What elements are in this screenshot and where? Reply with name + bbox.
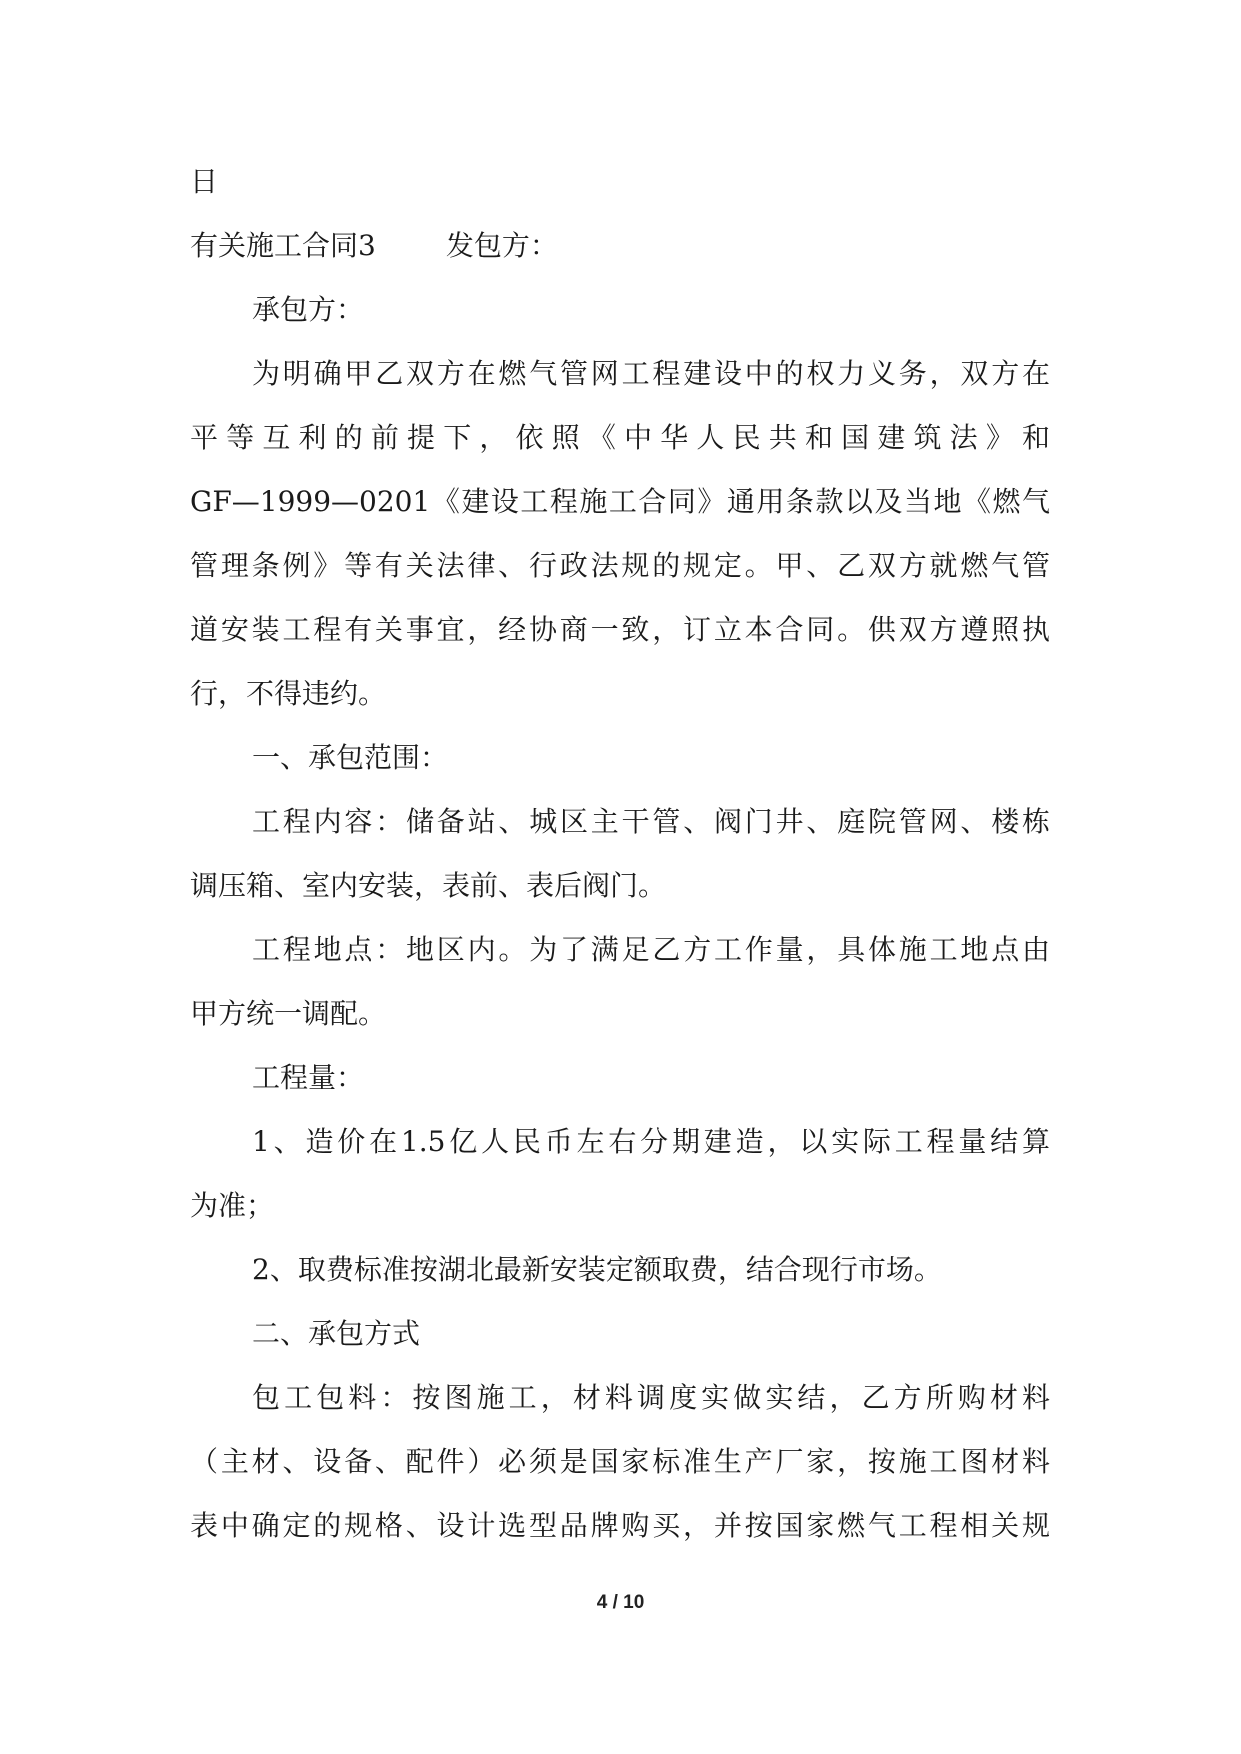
- paragraph-line: 2、取费标准按湖北最新安装定额取费，结合现行市场。: [252, 1253, 942, 1286]
- paragraph-line: （主材、设备、配件）必须是国家标准生产厂家，按施工图材料: [190, 1445, 1050, 1478]
- paragraph-line: 道安装工程有关事宜，经协商一致，订立本合同。供双方遵照执: [190, 613, 1050, 646]
- paragraph-line: 为明确甲乙双方在燃气管网工程建设中的权力义务，双方在: [252, 357, 1050, 390]
- paragraph-line: 1、造价在1.5亿人民币左右分期建造，以实际工程量结算: [252, 1125, 1050, 1158]
- paragraph-line: 甲方统一调配。: [190, 997, 387, 1030]
- paragraph-line: 工程地点：地区内。为了满足乙方工作量，具体施工地点由: [252, 933, 1050, 966]
- section-heading: 一、承包范围：: [252, 741, 449, 774]
- contractor-label: 承包方：: [252, 293, 365, 326]
- paragraph-line: 调压箱、室内安装，表前、表后阀门。: [190, 869, 667, 902]
- section-heading: 二、承包方式: [252, 1317, 421, 1350]
- paragraph-line: 管理条例》等有关法律、行政法规的规定。甲、乙双方就燃气管: [190, 549, 1050, 582]
- paragraph-line: 表中确定的规格、设计选型品牌购买，并按国家燃气工程相关规: [190, 1509, 1050, 1542]
- paragraph-line: 行，不得违约。: [190, 677, 387, 710]
- contract-title: 有关施工合同3: [190, 229, 376, 262]
- paragraph-line: 为准；: [190, 1189, 275, 1222]
- paragraph-line: 包工包料：按图施工，材料调度实做实结，乙方所购材料: [252, 1381, 1050, 1414]
- contract-heading-line: [190, 214, 1050, 278]
- paragraph-line: GF—1999—0201《建设工程施工合同》通用条款以及当地《燃气: [190, 485, 1050, 518]
- employer-label: 发包方：: [445, 229, 558, 262]
- document-body: [190, 150, 1050, 1558]
- text-line: 日: [190, 165, 219, 198]
- page-number: 4 / 10: [596, 1592, 645, 1613]
- paragraph-line: 工程内容：储备站、城区主干管、阀门井、庭院管网、楼栋: [252, 805, 1050, 838]
- paragraph-line: 工程量：: [252, 1061, 365, 1094]
- paragraph-line: 平等互利的前提下，依照《中华人民共和国建筑法》和: [190, 421, 1050, 454]
